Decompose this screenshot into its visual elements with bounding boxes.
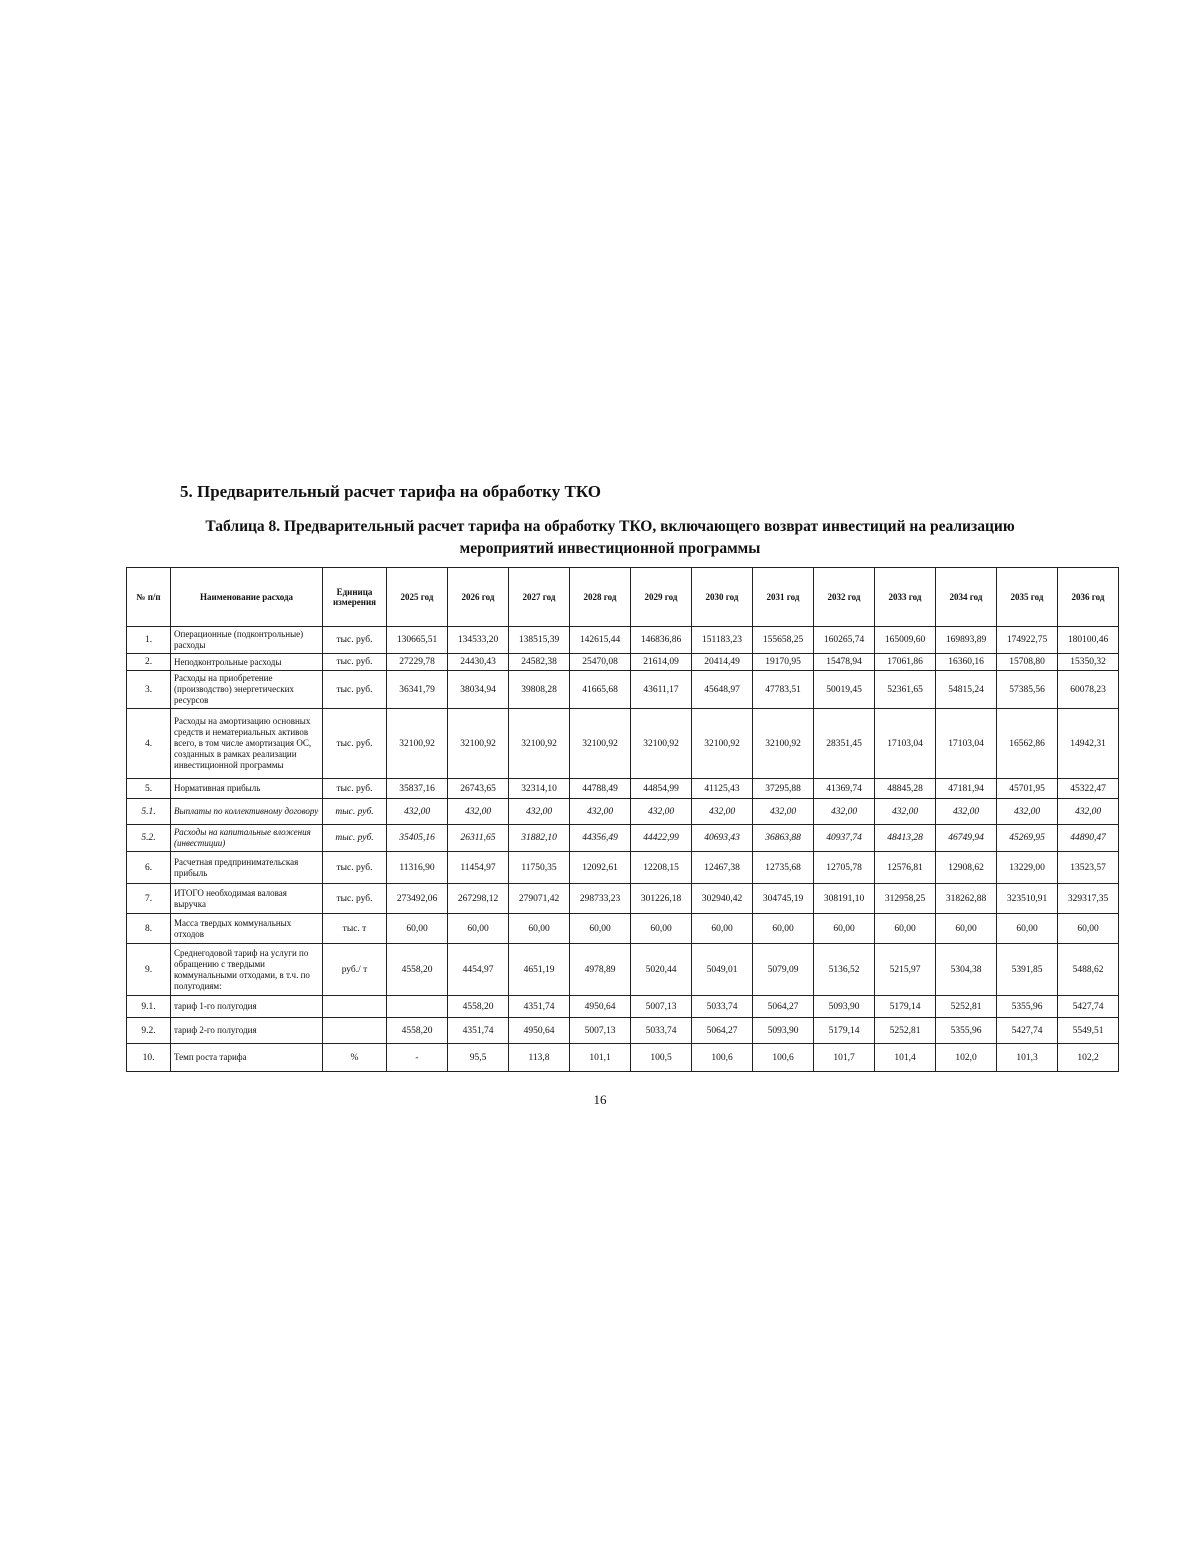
value-cell: 101,1 [570,1044,631,1072]
value-cell: 32100,92 [448,709,509,779]
value-cell: 17061,86 [875,654,936,671]
value-cell: 5007,13 [570,1018,631,1044]
value-cell: 101,4 [875,1044,936,1072]
value-cell: 5020,44 [631,944,692,996]
expense-name-cell: Выплаты по коллективному договору [171,799,323,825]
value-cell: 160265,74 [814,627,875,654]
value-cell: 13523,57 [1058,852,1119,884]
value-cell: 432,00 [509,799,570,825]
column-header: № п/п [127,568,171,627]
value-cell: 101,7 [814,1044,875,1072]
value-cell: 45322,47 [1058,779,1119,799]
value-cell [387,996,448,1018]
unit-cell: тыс. руб. [323,671,387,709]
value-cell: 32100,92 [570,709,631,779]
value-cell: 304745,19 [753,884,814,914]
value-cell: 15478,94 [814,654,875,671]
value-cell: 60,00 [1058,914,1119,944]
value-cell: 17103,04 [936,709,997,779]
value-cell: 301226,18 [631,884,692,914]
value-cell: 31882,10 [509,825,570,852]
value-cell: 36863,88 [753,825,814,852]
value-cell: 60,00 [448,914,509,944]
value-cell: 27229,78 [387,654,448,671]
value-cell: 40937,74 [814,825,875,852]
value-cell: 32100,92 [753,709,814,779]
value-cell: 323510,91 [997,884,1058,914]
tariff-table [126,567,1119,1072]
value-cell: 432,00 [753,799,814,825]
value-cell: 37295,88 [753,779,814,799]
value-cell: 13229,00 [997,852,1058,884]
value-cell: 60,00 [692,914,753,944]
value-cell: 318262,88 [936,884,997,914]
value-cell: 4558,20 [387,1018,448,1044]
value-cell: 279071,42 [509,884,570,914]
value-cell: 60,00 [509,914,570,944]
table-caption-line-1: Таблица 8. Предварительный расчет тарифа на обработку ТКО, включающего возврат инвестиций на реализацию [205,518,1015,535]
value-cell: 4454,97 [448,944,509,996]
value-cell: 5355,96 [997,996,1058,1018]
expense-name-cell: Расходы на приобретение (производство) энергетических ресурсов [171,671,323,709]
value-cell: 151183,23 [692,627,753,654]
column-header: 2029 год [631,568,692,627]
table-row [127,852,1119,884]
column-header: 2026 год [448,568,509,627]
column-header: 2027 год [509,568,570,627]
value-cell: 267298,12 [448,884,509,914]
value-cell: 12735,68 [753,852,814,884]
value-cell: 5252,81 [875,1018,936,1044]
value-cell: 5549,51 [1058,1018,1119,1044]
value-cell: 5179,14 [814,1018,875,1044]
value-cell: 5304,38 [936,944,997,996]
value-cell: 4558,20 [448,996,509,1018]
unit-cell: тыс. т [323,914,387,944]
value-cell: 44854,99 [631,779,692,799]
value-cell: 47181,94 [936,779,997,799]
expense-name-cell: Неподконтрольные расходы [171,654,323,671]
row-number-cell: 1. [127,627,171,654]
value-cell: 60,00 [570,914,631,944]
value-cell: 38034,94 [448,671,509,709]
value-cell: 308191,10 [814,884,875,914]
row-number-cell: 8. [127,914,171,944]
table-row [127,799,1119,825]
value-cell: 100,6 [753,1044,814,1072]
value-cell: 312958,25 [875,884,936,914]
value-cell: 273492,06 [387,884,448,914]
value-cell: 26743,65 [448,779,509,799]
column-header: 2035 год [997,568,1058,627]
unit-cell: тыс. руб. [323,709,387,779]
value-cell: 60,00 [387,914,448,944]
value-cell: 26311,65 [448,825,509,852]
value-cell: 11316,90 [387,852,448,884]
value-cell: 4351,74 [448,1018,509,1044]
value-cell: 15350,32 [1058,654,1119,671]
value-cell: 36341,79 [387,671,448,709]
value-cell: 4558,20 [387,944,448,996]
unit-cell: тыс. руб. [323,799,387,825]
value-cell: 5391,85 [997,944,1058,996]
table-row [127,944,1119,996]
value-cell: 60,00 [631,914,692,944]
value-cell: 432,00 [1058,799,1119,825]
expense-name-cell: Масса твердых коммунальных отходов [171,914,323,944]
column-header: 2033 год [875,568,936,627]
value-cell: 5252,81 [936,996,997,1018]
column-header: 2028 год [570,568,631,627]
table-row [127,996,1119,1018]
value-cell: 16562,86 [997,709,1058,779]
unit-cell: руб./ т [323,944,387,996]
row-number-cell: 9.1. [127,996,171,1018]
value-cell: 45269,95 [997,825,1058,852]
value-cell: 130665,51 [387,627,448,654]
value-cell: 12208,15 [631,852,692,884]
value-cell: 180100,46 [1058,627,1119,654]
value-cell: 432,00 [875,799,936,825]
column-header: 2030 год [692,568,753,627]
value-cell: 44422,99 [631,825,692,852]
value-cell: 52361,65 [875,671,936,709]
value-cell: 14942,31 [1058,709,1119,779]
value-cell: 44356,49 [570,825,631,852]
value-cell: 432,00 [936,799,997,825]
value-cell: 5488,62 [1058,944,1119,996]
unit-cell: % [323,1044,387,1072]
expense-name-cell: Расходы на амортизацию основных средств и нематериальных активов всего, в том числе амортизация ОС, созданных в рамках реализации инвестиционной программы [171,709,323,779]
expense-name-cell: Расходы на капитальные вложения (инвестиции) [171,825,323,852]
row-number-cell: 2. [127,654,171,671]
column-header: 2025 год [387,568,448,627]
value-cell: 5179,14 [875,996,936,1018]
value-cell: 32100,92 [509,709,570,779]
row-number-cell: 9. [127,944,171,996]
value-cell: 101,3 [997,1044,1058,1072]
value-cell: 43611,17 [631,671,692,709]
value-cell: 60,00 [753,914,814,944]
value-cell: - [387,1044,448,1072]
value-cell: 102,2 [1058,1044,1119,1072]
expense-name-cell: тариф 1-го полугодия [171,996,323,1018]
value-cell: 60,00 [997,914,1058,944]
row-number-cell: 9.2. [127,1018,171,1044]
value-cell: 95,5 [448,1044,509,1072]
page-number: 16 [593,1092,607,1107]
expense-name-cell: Среднегодовой тариф на услуги по обращению с твердыми коммунальными отходами, в т.ч. по полугодиям: [171,944,323,996]
value-cell: 11750,35 [509,852,570,884]
value-cell: 174922,75 [997,627,1058,654]
value-cell: 146836,86 [631,627,692,654]
value-cell: 5215,97 [875,944,936,996]
value-cell: 45648,97 [692,671,753,709]
value-cell: 16360,16 [936,654,997,671]
value-cell: 5033,74 [692,996,753,1018]
value-cell: 41369,74 [814,779,875,799]
value-cell: 4351,74 [509,996,570,1018]
value-cell: 46749,94 [936,825,997,852]
value-cell: 50019,45 [814,671,875,709]
value-cell: 21614,09 [631,654,692,671]
unit-cell: тыс. руб. [323,779,387,799]
value-cell: 5079,09 [753,944,814,996]
value-cell: 113,8 [509,1044,570,1072]
value-cell: 5093,90 [814,996,875,1018]
expense-name-cell: Расчетная предпринимательская прибыль [171,852,323,884]
value-cell: 40693,43 [692,825,753,852]
unit-cell [323,996,387,1018]
value-cell: 60,00 [814,914,875,944]
unit-cell: тыс. руб. [323,654,387,671]
value-cell: 19170,95 [753,654,814,671]
value-cell: 24582,38 [509,654,570,671]
table-body [127,627,1119,1072]
value-cell: 169893,89 [936,627,997,654]
value-cell: 432,00 [814,799,875,825]
value-cell: 100,6 [692,1044,753,1072]
value-cell: 155658,25 [753,627,814,654]
row-number-cell: 4. [127,709,171,779]
value-cell: 4651,19 [509,944,570,996]
section-title: 5. Предварительный расчет тарифа на обработку ТКО [180,482,601,501]
value-cell: 4978,89 [570,944,631,996]
unit-cell [323,1018,387,1044]
value-cell: 12908,62 [936,852,997,884]
value-cell: 44788,49 [570,779,631,799]
column-header: 2034 год [936,568,997,627]
value-cell: 432,00 [387,799,448,825]
value-cell: 60078,23 [1058,671,1119,709]
value-cell: 12092,61 [570,852,631,884]
row-number-cell: 6. [127,852,171,884]
column-header: 2031 год [753,568,814,627]
value-cell: 432,00 [692,799,753,825]
value-cell: 41125,43 [692,779,753,799]
value-cell: 5007,13 [631,996,692,1018]
value-cell: 5049,01 [692,944,753,996]
row-number-cell: 5. [127,779,171,799]
table-caption [150,516,1070,560]
value-cell: 35405,16 [387,825,448,852]
value-cell: 41665,68 [570,671,631,709]
value-cell: 32314,10 [509,779,570,799]
value-cell: 100,5 [631,1044,692,1072]
expense-name-cell: Операционные (подконтрольные) расходы [171,627,323,654]
column-header: 2032 год [814,568,875,627]
value-cell: 47783,51 [753,671,814,709]
value-cell: 32100,92 [387,709,448,779]
expense-name-cell: ИТОГО необходимая валовая выручка [171,884,323,914]
value-cell: 5064,27 [753,996,814,1018]
value-cell: 60,00 [875,914,936,944]
value-cell: 15708,80 [997,654,1058,671]
value-cell: 5427,74 [997,1018,1058,1044]
table-row [127,671,1119,709]
value-cell: 165009,60 [875,627,936,654]
table-row [127,779,1119,799]
row-number-cell: 5.1. [127,799,171,825]
table-row [127,825,1119,852]
value-cell: 32100,92 [631,709,692,779]
column-header: 2036 год [1058,568,1119,627]
table-header-row [127,568,1119,627]
value-cell: 32100,92 [692,709,753,779]
table-row [127,1044,1119,1072]
value-cell: 432,00 [448,799,509,825]
row-number-cell: 7. [127,884,171,914]
value-cell: 4950,64 [509,1018,570,1044]
value-cell: 60,00 [936,914,997,944]
value-cell: 28351,45 [814,709,875,779]
value-cell: 5355,96 [936,1018,997,1044]
value-cell: 5033,74 [631,1018,692,1044]
table-row [127,654,1119,671]
table-row [127,1018,1119,1044]
unit-cell: тыс. руб. [323,852,387,884]
value-cell: 12467,38 [692,852,753,884]
unit-cell: тыс. руб. [323,884,387,914]
table-row [127,914,1119,944]
value-cell: 17103,04 [875,709,936,779]
table-row [127,627,1119,654]
value-cell: 432,00 [997,799,1058,825]
value-cell: 25470,08 [570,654,631,671]
value-cell: 48845,28 [875,779,936,799]
table-caption-line-2: мероприятий инвестиционной программы [459,540,761,557]
value-cell: 4950,64 [570,996,631,1018]
value-cell: 5093,90 [753,1018,814,1044]
row-number-cell: 10. [127,1044,171,1072]
value-cell: 5427,74 [1058,996,1119,1018]
value-cell: 35837,16 [387,779,448,799]
value-cell: 57385,56 [997,671,1058,709]
expense-name-cell: тариф 2-го полугодия [171,1018,323,1044]
value-cell: 5064,27 [692,1018,753,1044]
value-cell: 432,00 [570,799,631,825]
value-cell: 302940,42 [692,884,753,914]
column-header: Наименование расхода [171,568,323,627]
expense-name-cell: Нормативная прибыль [171,779,323,799]
value-cell: 138515,39 [509,627,570,654]
value-cell: 329317,35 [1058,884,1119,914]
column-header: Единица измерения [323,568,387,627]
value-cell: 12705,78 [814,852,875,884]
unit-cell: тыс. руб. [323,627,387,654]
value-cell: 298733,23 [570,884,631,914]
value-cell: 48413,28 [875,825,936,852]
value-cell: 11454,97 [448,852,509,884]
value-cell: 39808,28 [509,671,570,709]
table-row [127,884,1119,914]
value-cell: 134533,20 [448,627,509,654]
value-cell: 12576,81 [875,852,936,884]
value-cell: 432,00 [631,799,692,825]
value-cell: 20414,49 [692,654,753,671]
value-cell: 102,0 [936,1044,997,1072]
row-number-cell: 5.2. [127,825,171,852]
value-cell: 142615,44 [570,627,631,654]
unit-cell: тыс. руб. [323,825,387,852]
table-row [127,709,1119,779]
value-cell: 45701,95 [997,779,1058,799]
value-cell: 44890,47 [1058,825,1119,852]
row-number-cell: 3. [127,671,171,709]
value-cell: 5136,52 [814,944,875,996]
value-cell: 24430,43 [448,654,509,671]
value-cell: 54815,24 [936,671,997,709]
expense-name-cell: Темп роста тарифа [171,1044,323,1072]
